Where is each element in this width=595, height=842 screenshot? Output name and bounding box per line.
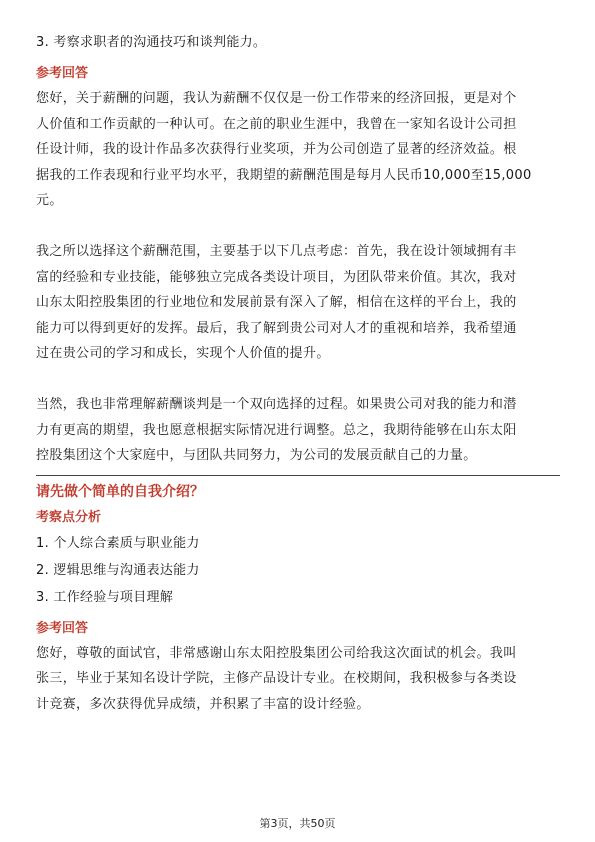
text-line: 当然，我也非常理解薪酬谈判是一个双向选择的过程。如果贵公司对我的能力和潜 (36, 396, 517, 412)
answer-heading: 参考回答 (36, 66, 89, 81)
text-line: 山东太阳控股集团的行业地位和发展前景有深入了解，相信在这样的平台上，我的 (36, 295, 517, 311)
text-line: 任设计师，我的设计作品多次获得行业奖项，并为公司创造了显著的经济效益。根 (36, 142, 517, 158)
text-line: 过在贵公司的学习和成长，实现个人价值的提升。 (36, 346, 330, 362)
text-line: 据我的工作表现和行业平均水平，我期望的薪酬范围是每月人民币10,000至15,000 (36, 167, 532, 183)
text-line: 力有更高的期望，我也愿意根据实际情况进行调整。总之，我期待能够在山东太阳 (36, 422, 517, 438)
answer-paragraph-2 (36, 239, 560, 367)
analysis-heading: 考察点分析 (36, 509, 102, 525)
answer-paragraph-1 (36, 86, 560, 214)
section-divider (36, 475, 560, 476)
text-line: 能力可以得到更好的发挥。最后，我了解到贵公司对人才的重视和培养，我希望通 (36, 320, 517, 336)
text-line: 张三，毕业于某知名设计学院，主修产品设计专业。在校期间，我积极参与各类设 (36, 671, 517, 687)
page-content (36, 30, 560, 718)
analysis-item: 3. 工作经验与项目理解 (36, 589, 174, 605)
analysis-item: 1. 个人综合素质与职业能力 (36, 535, 200, 551)
page-number: 第3页，共50页 (259, 817, 336, 830)
text-line: 富的经验和专业技能，能够独立完成各类设计项目，为团队带来价值。其次，我对 (36, 269, 517, 285)
analysis-item: 2. 逻辑思维与沟通表达能力 (36, 562, 200, 578)
answer-heading: 参考回答 (36, 620, 89, 636)
text-line: 控股集团这个大家庭中，与团队共同努力，为公司的发展贡献自己的力量。 (36, 448, 477, 464)
text-line: 您好，关于薪酬的问题，我认为薪酬不仅仅是一份工作带来的经济回报，更是对个 (36, 91, 517, 106)
text-line: 人价值和工作贡献的一种认可。在之前的职业生涯中，我曾在一家知名设计公司担 (36, 116, 517, 132)
answer-paragraph-3 (36, 392, 560, 469)
text-line: 计竞赛，多次获得优异成绩，并积累了丰富的设计经验。 (36, 696, 370, 712)
text-line: 您好，尊敬的面试官，非常感谢山东太阳控股集团公司给我这次面试的机会。我叫 (36, 645, 517, 661)
text-line: 我之所以选择这个薪酬范围，主要基于以下几点考虑：首先，我在设计领域拥有丰 (36, 243, 517, 259)
question-title: 请先做个简单的自我介绍？ (36, 483, 204, 500)
top-list-item: 3. 考察求职者的沟通技巧和谈判能力。 (36, 35, 267, 50)
text-line: 元。 (36, 193, 63, 209)
